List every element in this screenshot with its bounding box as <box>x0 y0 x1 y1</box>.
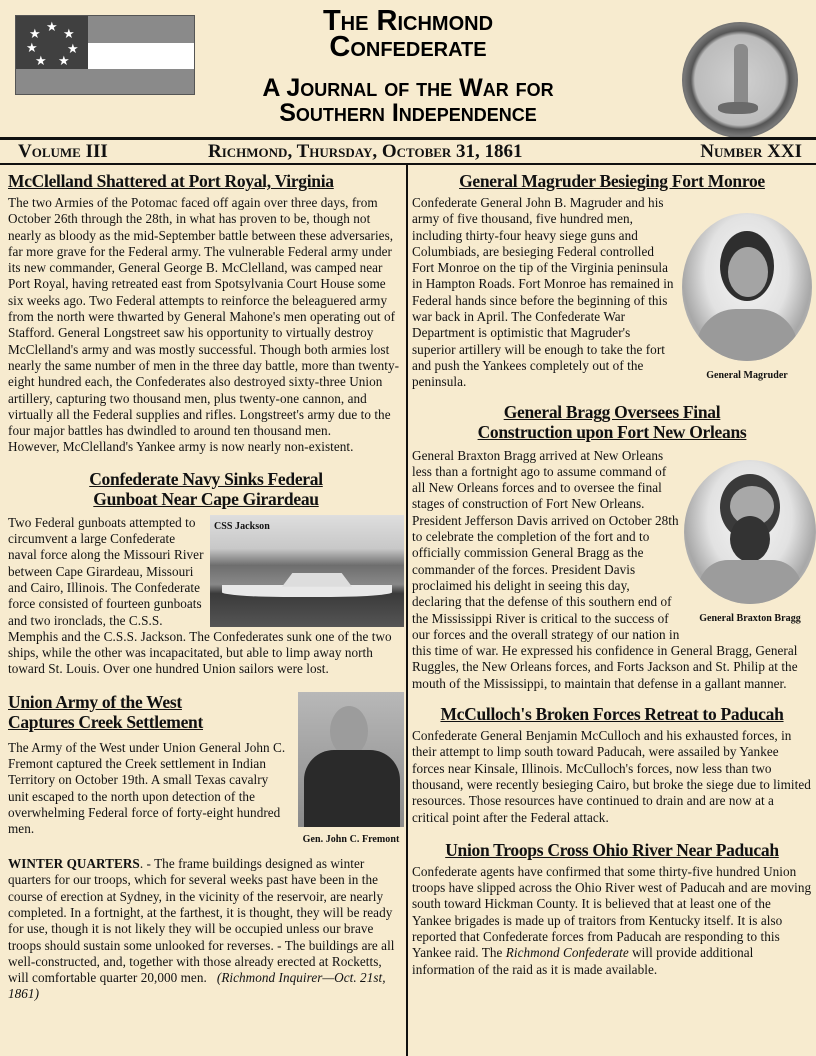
css-jackson-photo <box>210 515 404 627</box>
image-caption: General Braxton Bragg <box>699 612 801 624</box>
left-column <box>8 171 404 1003</box>
headline: McClelland Shattered at Port Royal, Virginia <box>8 171 334 191</box>
article-body: Confederate agents have confirmed that some thirty-five hundred Union troops have slipped across the Ohio River west of Paducah and are moving south toward Hickman County. It is believed that at least one of the Yankee brigades is made up of traitors from Kentucky itself. It is also reported that Confederate forces from Paducah are responding to this Yankee raid. The Richmond Confederate will provide additional information of the raid as it is made available. <box>412 863 812 977</box>
right-column <box>412 171 812 978</box>
masthead-subtitle: A Journal of the War for Southern Independence <box>262 74 554 127</box>
column-divider <box>406 165 408 1056</box>
article-body: However, McClelland's Yankee army is now nearly non-existent. <box>8 439 354 455</box>
bragg-portrait <box>684 460 816 627</box>
issue-number: Number XXI <box>700 141 802 162</box>
dateline-banner <box>0 141 816 163</box>
divider <box>0 137 816 140</box>
headline: Confederate Navy Sinks Federal Gunboat Near Cape Girardeau <box>89 468 323 509</box>
headline: General Bragg Oversees Final Construction upon Fort New Orleans <box>477 401 747 442</box>
newspaper-name: Richmond Confederate <box>505 945 629 961</box>
article-bragg <box>412 402 812 692</box>
article-body: The Army of the West under Union General John C. Fremont captured the Creek settlement in Indian Territory on October 19th. A small Texas cavalry unit escaped to the north upon detection of the overwhelming Federal force of forty-eight hundred men. <box>8 739 286 837</box>
article-body: Confederate General John B. Magruder and his army of five thousand, five hundred men, including thirty-four heavy siege guns and Columbiads, are besieging Federal controlled Fort Monroe on the tip of the Virginia peninsula in Hampton Roads. Fort Monroe has remained in Federal hands since before the beginning of this war back in April. The Confederate War Department is optimistic that Magruder's superior artillery will be enough to take the fort and push the Yankees completely out of the peninsula. <box>412 195 674 390</box>
article-body: Two Federal gunboats attempted to circumvent a large Confederate naval force along the Missouri River between Cape Girardeau, Missouri and Cairo, Illinois. The Confederate force consisted of fourteen gunboats and two ironclads, the C.S.S. Memphis and the C.S.S. Jackson. The Confederates sunk one of the two ships, while the other was incapacitated, but able to limp away north toward St. Louis. Over one hundred Union sailors were lost. <box>8 514 392 677</box>
article-body: General Braxton Bragg arrived at New Orleans less than a fortnight ago to assume command of all New Orleans forces and to oversee the final stages of construction of Fort New Orleans. President Jefferson Davis arrived on October 28th to celebrate the completion of the fort and to officially commission General Bragg as the commander of the forces. President Davis proclaimed his delight in seeing this day, declaring that the defense of this southern end of the Mississippi River is critical to the success of our forces and the overall strategy of our nation in this time of war. He expressed his confidence in General Bragg, General Ruggles, the New Orleans forces, and Forts Jackson and St. Philip at the mouth of the Mississippi, to maintain that defense in a gallant manner. <box>412 447 798 691</box>
article-body: Confederate General Benjamin McCulloch and his exhausted forces, in their attempt to limp south toward Paducah, were assailed by Yankee forces near Kinsale, Illinois. McCulloch's forces, now less than two thousand, were recently besieging Cairo, but broke the siege due to limited resources. Those resources have continued to drain and are now at a critical point after the Federal attack. <box>412 728 811 825</box>
article-mcculloch <box>412 704 812 826</box>
article-winter-quarters <box>8 848 404 1003</box>
article-ohio <box>412 840 812 978</box>
article-west <box>8 691 404 845</box>
divider <box>0 163 816 165</box>
fremont-portrait <box>298 692 404 848</box>
article-mcclelland <box>8 171 404 456</box>
headline: Union Army of the West Captures Creek Settlement <box>8 691 204 732</box>
headline: General Magruder Besieging Fort Monroe <box>459 171 765 191</box>
image-caption: CSS Jackson <box>214 520 270 532</box>
virginia-seal-icon <box>682 22 798 138</box>
dateline: Richmond, Thursday, October 31, 1861 <box>208 141 523 162</box>
lead-in: WINTER QUARTERS <box>8 856 140 872</box>
article-navy <box>8 469 404 678</box>
headline: McCulloch's Broken Forces Retreat to Paducah <box>440 704 784 725</box>
masthead-title: The Richmond Confederate <box>322 5 494 63</box>
confederate-flag-icon: ★ ★ ★ ★ ★ ★ ★ <box>15 15 195 95</box>
article-body: . - The frame buildings designed as winter quarters for our troops, which for several weeks past have been in the course of erection at Sydney, in the vicinity of the reservoir, are nearly completed. In a fortnight, at the farthest, it is thought, they will be ready for use, though it is not likely they will be occupied unless our brave troops should sustain some unlooked for reverses. - The buildings are all well-constructed, and, together with those already erected at Rocketts, will comfortable quarter 20,000 men. <box>8 856 395 986</box>
image-caption: General Magruder <box>706 370 788 381</box>
volume: Volume III <box>18 141 108 162</box>
article-magruder <box>412 171 812 391</box>
image-caption: Gen. John C. Fremont <box>302 833 400 845</box>
headline: Union Troops Cross Ohio River Near Paducah <box>445 839 779 860</box>
magruder-portrait <box>682 213 812 384</box>
source-citation: (Richmond Inquirer—Oct. 21st, 1861) <box>8 970 386 1002</box>
article-body: The two Armies of the Potomac faced off again over three days, from October 26th through the 28th, in what has proven to be, though not nearly as bloody as the mid-September battle between these adversaries, far more grave for the Federal army. The vulnerable Federal army under its new commander, General George B. McClelland, was camped near Port Royal, having retreated east from Spotsylvania Court House some six weeks ago. Two Federal attempts to reinforce the beleaguered army from the north were thwarted by General Mahone's men operating out of Stafford. General Longstreet saw his opportunity to virtually destroy McClelland's army and was mostly successful. Though both armies lost nearly the same number of men in the three day battle, more than twenty-eight hundred each, the Confederates also destroyed sixty-three Union artillery, capturing two thousand men, plus twenty-one cannon, and virtually all the Federal supplies and rifles. Longstreet's army due to the four major battles has dwindled to around ten thousand men. <box>8 195 400 439</box>
